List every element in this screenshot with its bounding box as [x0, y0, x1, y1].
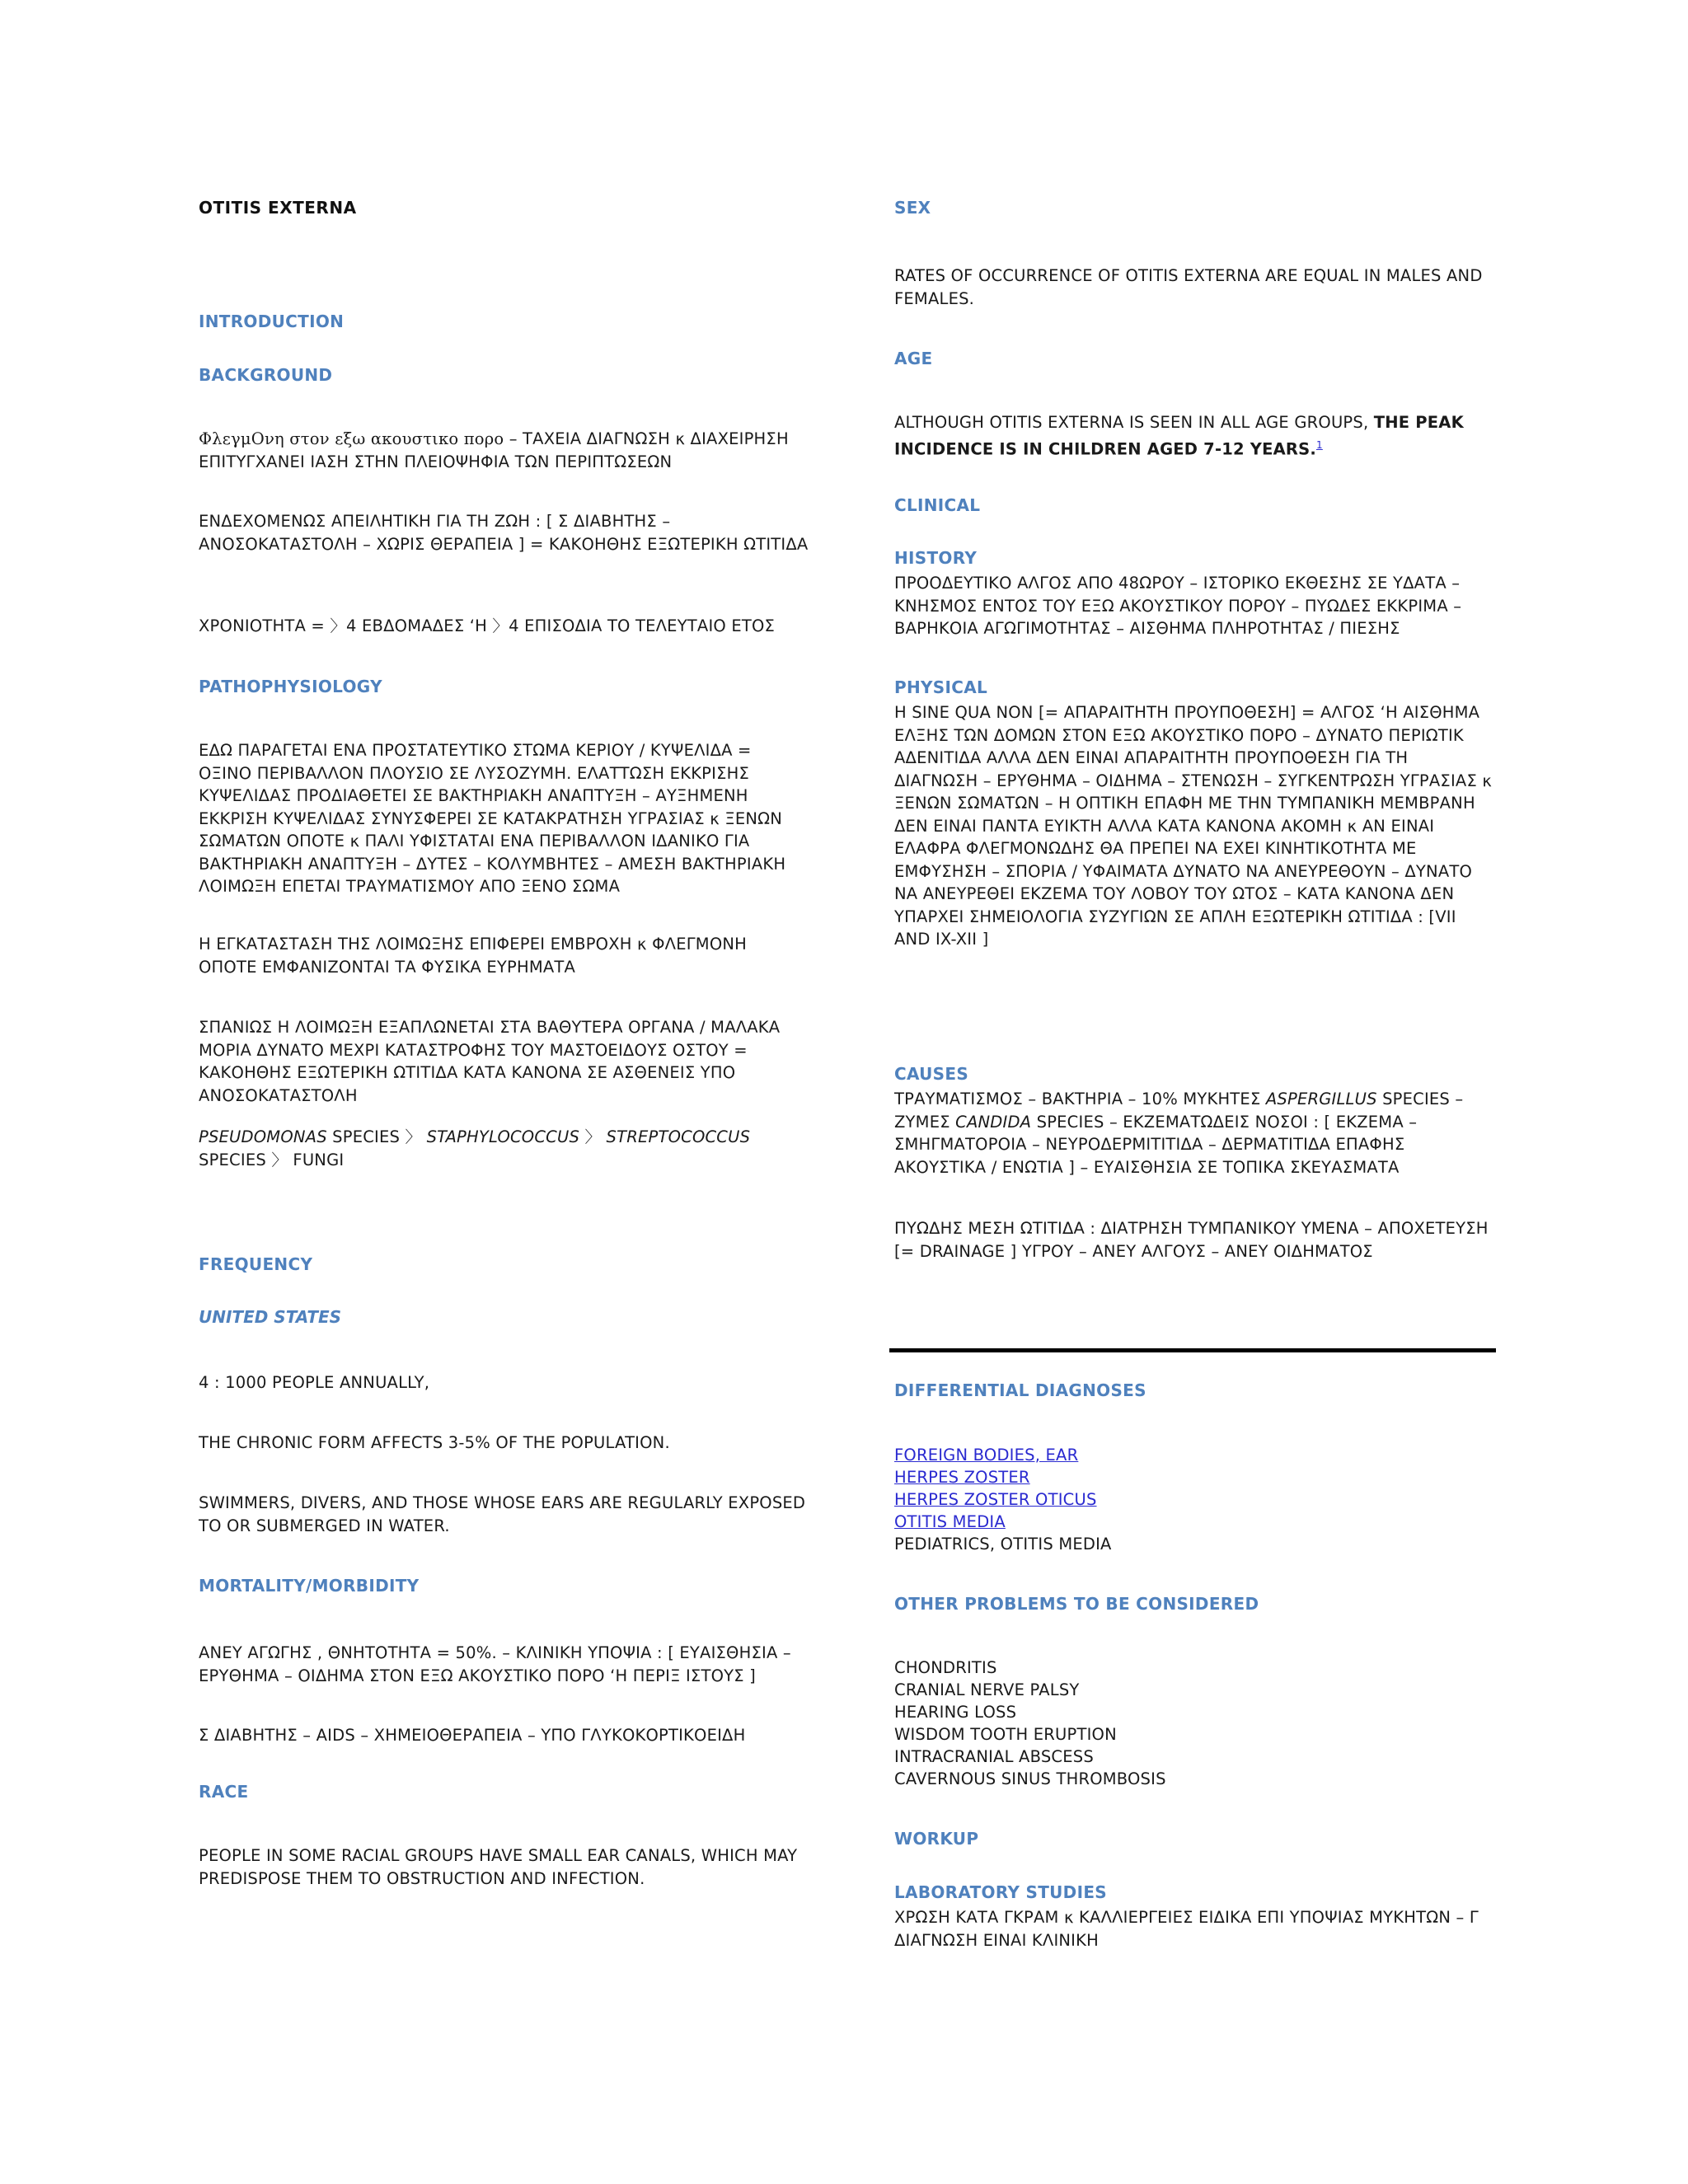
mortality-paragraph-2: Σ ΔΙΑΒΗΤΗΣ – AIDS – ΧΗΜΕΙΟΘΕΡΑΠΕΙΑ – ΥΠΟ ΓΛΥΚΟΚΟΡΤΙΚΟΕΙΔΗ — [199, 1726, 746, 1745]
background-serif-run: ΦλεγμΟνη στον εξω ακουστικο πορο — [199, 429, 504, 448]
organism-candida: CANDIDA — [955, 1112, 1032, 1132]
heading-workup: WORKUP — [894, 1829, 979, 1849]
causes-paragraph-1 — [894, 1088, 1496, 1179]
causes-run-1: ΤΡΑΥΜΑΤΙΣΜΟΣ – ΒΑΚΤΗΡΙΑ – 10% ΜΥΚΗΤΕΣ — [894, 1090, 1266, 1108]
heading-sex: SEX — [894, 198, 931, 218]
organism-sep-1: SPECIES 〉 — [326, 1127, 427, 1146]
heading-history: HISTORY — [894, 548, 978, 568]
heading-differential-diagnoses: DIFFERENTIAL DIAGNOSES — [894, 1380, 1146, 1400]
heading-laboratory-studies: LABORATORY STUDIES — [894, 1882, 1107, 1902]
frequency-paragraph-3: SWIMMERS, DIVERS, AND THOSE WHOSE EARS ARE REGULARLY EXPOSED TO OR SUBMERGED IN WATER. — [199, 1493, 806, 1535]
heading-background: BACKGROUND — [199, 365, 333, 385]
pathophysiology-paragraph-2: Η ΕΓΚΑΤΑΣΤΑΣΗ ΤΗΣ ΛΟΙΜΩΞΗΣ ΕΠΙΦΕΡΕΙ ΕΜΒΡΟΧΗ κ ΦΛΕΓΜΟΝΗ ΟΠΟΤΕ ΕΜΦΑΝΙΖΟΝΤΑΙ ΤΑ ΦΥΣΙΚΑ ΕΥΡΗΜΑΤΑ — [199, 935, 748, 977]
physical-paragraph-1: Η SINE QUA NON [= ΑΠΑΡΑΙΤΗΤΗ ΠΡΟΥΠΟΘΕΣΗ] = ΑΛΓΟΣ ‘Η ΑΙΣΘΗΜΑ ΕΛΞΗΣ ΤΩΝ ΔΟΜΩΝ ΣΤΟΝ ΕΞΩ ΑΚΟΥΣΤΙΚΟ ΠΟΡΟ – ΔΥΝΑΤΟ ΠΕΡΙΩΤΙΚ ΑΔΕΝΙΤΙΔΑ ΑΛΛΑ ΔΕΝ ΕΙΝΑΙ ΑΠΑΡΑΙΤΗΤΗ ΠΡΟΥΠΟΘΕΣΗ ΓΙΑ ΤΗ ΔΙΑΓΝΩΣΗ – ΕΡΥΘΗΜΑ – ΟΙΔΗΜΑ – ΣΤΕΝΩΣΗ – ΣΥΓΚΕΝΤΡΩΣΗ ΥΓΡΑΣΙΑΣ κ ΞΕΝΩΝ ΣΩΜΑΤΩΝ – Η ΟΠΤΙΚΗ ΕΠΑΦΗ ΜΕ ΤΗΝ ΤΥΜΠΑΝΙΚΗ ΜΕΜΒΡΑΝΗ ΔΕΝ ΕΙΝΑΙ ΠΑΝΤΑ ΕΥΙΚΤΗ ΑΛΛΑ ΚΑΤΑ ΚΑΝΟΝΑ ΑΚΟΜΗ κ ΑΝ ΕΙΝΑΙ ΕΛΑΦΡΑ ΦΛΕΓΜΟΝΩΔΗΣ ΘΑ ΠΡΕΠΕΙ ΝΑ ΕΧΕΙ ΚΙΝΗΤΙΚΟΤΗΤΑ ΜΕ ΕΜΦΥΣΗΣΗ – ΣΠΟΡΙΑ / ΥΦΑΙΜΑΤΑ ΔΥΝΑΤΟ ΝΑ ΑΝΕΥΡΕΘΟΥΝ – ΔΥΝΑΤΟ ΝΑ ΑΝΕΥΡΕΘΕΙ ΕΚΖΕΜΑ ΤΟΥ ΛΟΒΟΥ ΤΟΥ ΩΤΟΣ – ΚΑΤΑ ΚΑΝΟΝΑ ΔΕΝ ΥΠΑΡΧΕΙ ΣΗΜΕΙΟΛΟΓΙΑ ΣΥΖΥΓΙΩΝ ΣΕ ΑΠΛΗ ΕΞΩΤΕΡΙΚΗ ΩΤΙΤΙΔΑ : [VII AND IX-XII ] — [894, 703, 1493, 949]
mortality-paragraph-1: ΑΝΕΥ ΑΓΩΓΗΣ , ΘΝΗΤΟΤΗΤΑ = 50%. – ΚΛΙΝΙΚΗ ΥΠΟΨΙΑ : [ ΕΥΑΙΣΘΗΣΙΑ – ΕΡΥΘΗΜΑ – ΟΙΔΗΜΑ ΣΤΟΝ ΕΞΩ ΑΚΟΥΣΤΙΚΟ ΠΟΡΟ ‘Η ΠΕΡΙΞ ΙΣΤΟΥΣ ] — [199, 1643, 791, 1685]
organism-sep-2: 〉 — [579, 1127, 607, 1146]
sex-paragraph-1: RATES OF OCCURRENCE OF OTITIS EXTERNA ARE EQUAL IN MALES AND FEMALES. — [894, 266, 1483, 308]
list-item: INTRACRANIAL ABSCESS — [894, 1747, 1094, 1766]
causes-run-2: SPECIES – ΖΥΜΕΣ — [894, 1090, 1464, 1132]
age-paragraph-1 — [894, 411, 1496, 461]
list-item: HEARING LOSS — [894, 1703, 1017, 1722]
background-text-run: – ΤΑΧΕΙΑ ΔΙΑΓΝΩΣΗ κ ΔΙΑΧΕΙΡΗΣΗ ΕΠΙΤΥΓΧΑΝΕΙ ΙΑΣΗ ΣΤΗΝ ΠΛΕΙΟΨΗΦΙΑ ΤΩΝ ΠΕΡΙΠΤΩΣΕΩΝ — [199, 429, 789, 471]
organism-pseudomonas: PSEUDOMONAS — [199, 1127, 327, 1146]
laboratory-paragraph-1: ΧΡΩΣΗ ΚΑΤΑ ΓΚΡΑΜ κ ΚΑΛΛΙΕΡΓΕΙΕΣ ΕΙΔΙΚΑ ΕΠΙ ΥΠΟΨΙΑΣ ΜΥΚΗΤΩΝ – Γ ΔΙΑΓΝΩΣΗ ΕΙΝΑΙ ΚΛΙΝΙΚΗ — [894, 1908, 1479, 1950]
document-title: OTITIS EXTERNA — [199, 198, 357, 218]
frequency-paragraph-2: THE CHRONIC FORM AFFECTS 3-5% OF THE POPULATION. — [199, 1433, 670, 1452]
heading-united-states: UNITED STATES — [199, 1307, 342, 1327]
differential-item-pediatrics: PEDIATRICS, OTITIS MEDIA — [894, 1535, 1112, 1554]
frequency-paragraph-1: 4 : 1000 PEOPLE ANNUALLY, — [199, 1373, 430, 1392]
causes-paragraph-2: ΠΥΩΔΗΣ ΜΕΣΗ ΩΤΙΤΙΔΑ : ΔΙΑΤΡΗΣΗ ΤΥΜΠΑΝΙΚΟΥ ΥΜΕΝΑ – ΑΠΟΧΕΤΕΥΣΗ [= DRAINAGE ] ΥΓΡΟΥ – ΑΝΕΥ ΑΛΓΟΥΣ – ΑΝΕΥ ΟΙΔΗΜΑΤΟΣ — [894, 1219, 1489, 1261]
heading-age: AGE — [894, 349, 933, 368]
heading-other-problems: OTHER PROBLEMS TO BE CONSIDERED — [894, 1594, 1259, 1614]
age-peak-incidence: THE PEAK INCIDENCE IS IN CHILDREN AGED 7-12 YEARS. — [894, 413, 1464, 458]
list-item: CAVERNOUS SINUS THROMBOSIS — [894, 1769, 1166, 1788]
list-item: WISDOM TOOTH ERUPTION — [894, 1725, 1117, 1744]
link-foreign-bodies-ear[interactable]: FOREIGN BODIES, EAR — [894, 1446, 1079, 1465]
link-otitis-media[interactable]: OTITIS MEDIA — [894, 1512, 1006, 1531]
differential-list — [894, 1444, 1496, 1555]
section-divider — [889, 1348, 1496, 1352]
background-paragraph-2: ΕΝΔΕΧΟΜΕΝΩΣ ΑΠΕΙΛΗΤΙΚΗ ΓΙΑ ΤΗ ΖΩΗ : [ Σ ΔΙΑΒΗΤΗΣ – ΑΝΟΣΟΚΑΤΑΣΤΟΛΗ – ΧΩΡΙΣ ΘΕΡΑΠΕΙΑ ] = ΚΑΚΟΗΘΗΣ ΕΞΩΤΕΡΙΚΗ ΩΤΙΤΙΔΑ — [199, 512, 809, 554]
history-paragraph-1: ΠΡΟΟΔΕΥΤΙΚΟ ΑΛΓΟΣ ΑΠΟ 48ΩΡΟΥ – ΙΣΤΟΡΙΚΟ ΕΚΘΕΣΗΣ ΣΕ ΥΔΑΤΑ – ΚΝΗΣΜΟΣ ΕΝΤΟΣ ΤΟΥ ΕΞΩ ΑΚΟΥΣΤΙΚΟΥ ΠΟΡΟΥ – ΠΥΩΔΕΣ ΕΚΚΡΙΜΑ – ΒΑΡΗΚΟΙΑ ΑΓΩΓΙΜΟΤΗΤΑΣ – ΑΙΣΘΗΜΑ ΠΛΗΡΟΤΗΤΑΣ / ΠΙΕΣΗΣ — [894, 574, 1462, 638]
organism-sep-3: SPECIES 〉 FUNGI — [199, 1150, 345, 1169]
organism-streptococcus: STREPTOCOCCUS — [606, 1127, 751, 1146]
pathophysiology-organisms — [199, 1126, 809, 1171]
heading-frequency: FREQUENCY — [199, 1254, 313, 1274]
heading-causes: CAUSES — [894, 1064, 969, 1084]
age-text-run: ALTHOUGH OTITIS EXTERNA IS SEEN IN ALL AGE GROUPS, — [894, 413, 1374, 432]
list-item: CRANIAL NERVE PALSY — [894, 1680, 1080, 1699]
reference-link-1[interactable]: 1 — [1315, 438, 1323, 451]
list-item: CHONDRITIS — [894, 1658, 997, 1677]
link-herpes-zoster[interactable]: HERPES ZOSTER — [894, 1468, 1030, 1487]
heading-mortality: MORTALITY/MORBIDITY — [199, 1576, 420, 1596]
heading-clinical: CLINICAL — [894, 495, 981, 515]
heading-pathophysiology: PATHOPHYSIOLOGY — [199, 677, 382, 696]
pathophysiology-paragraph-3: ΣΠΑΝΙΩΣ Η ΛΟΙΜΩΞΗ ΕΞΑΠΛΩΝΕΤΑΙ ΣΤΑ ΒΑΘΥΤΕΡΑ ΟΡΓΑΝΑ / ΜΑΛΑΚΑ ΜΟΡΙΑ ΔΥΝΑΤΟ ΜΕΧΡΙ ΚΑΤΑΣΤΡΟΦΗΣ ΤΟΥ ΜΑΣΤΟΕΙΔΟΥΣ ΟΣΤΟΥ = ΚΑΚΟΗΘΗΣ ΕΞΩΤΕΡΙΚΗ ΩΤΙΤΙΔΑ ΚΑΤΑ ΚΑΝΟΝΑ ΣΕ ΑΣΘΕΝΕΙΣ ΥΠΟ ΑΝΟΣΟΚΑΤΑΣΤΟΛΗ — [199, 1018, 781, 1105]
race-paragraph-1: PEOPLE IN SOME RACIAL GROUPS HAVE SMALL EAR CANALS, WHICH MAY PREDISPOSE THEM TO OBSTRUCTION AND INFECTION. — [199, 1846, 798, 1888]
heading-introduction: INTRODUCTION — [199, 312, 345, 331]
other-problems-list — [894, 1657, 1496, 1790]
pathophysiology-paragraph-1: ΕΔΩ ΠΑΡΑΓΕΤΑΙ ΕΝΑ ΠΡΟΣΤΑΤΕΥΤΙΚΟ ΣΤΩΜΑ ΚΕΡΙΟΥ / ΚΥΨΕΛΙΔΑ = ΟΞΙΝΟ ΠΕΡΙΒΑΛΛΟΝ ΠΛΟΥΣΙΟ ΣΕ ΛΥΣΟΖΥΜΗ. ΕΛΑΤΤΩΣΗ ΕΚΚΡΙΣΗΣ ΚΥΨΕΛΙΔΑΣ ΠΡΟΔΙΑΘΕΤΕΙ ΣΕ ΒΑΚΤΗΡΙΑΚΗ ΑΝΑΠΤΥΞΗ – ΑΥΞΗΜΕΝΗ ΕΚΚΡΙΣΗ ΚΥΨΕΛΙΔΑΣ ΣΥΝΥΣΦΕΡΕΙ ΣΕ ΚΑΤΑΚΡΑΤΗΣΗ ΥΓΡΑΣΙΑΣ κ ΞΕΝΩΝ ΣΩΜΑΤΩΝ ΟΠΟΤΕ κ ΠΑΛΙ ΥΦΙΣΤΑΤΑΙ ΕΝΑ ΠΕΡΙΒΑΛΛΟΝ ΙΔΑΝΙΚΟ ΓΙΑ ΒΑΚΤΗΡΙΑΚΗ ΑΝΑΠΤΥΞΗ – ΔΥΤΕΣ – ΚΟΛΥΜΒΗΤΕΣ – ΑΜΕΣΗ ΒΑΚΤΗΡΙΑΚΗ ΛΟΙΜΩΞΗ ΕΠΕΤΑΙ ΤΡΑΥΜΑΤΙΣΜΟΥ ΑΠΟ ΞΕΝΟ ΣΩΜΑ — [199, 741, 786, 896]
organism-aspergillus: ASPERGILLUS — [1265, 1090, 1377, 1108]
link-herpes-zoster-oticus[interactable]: HERPES ZOSTER OTICUS — [894, 1490, 1097, 1509]
causes-run-3: SPECIES – ΕΚΖΕΜΑΤΩΔΕΙΣ ΝΟΣΟΙ : [ ΕΚΖΕΜΑ – ΣΜΗΓΜΑΤΟΡΟΙΑ – ΝΕΥΡΟΔΕΡΜΙΤΙΤΙΔΑ – ΔΕΡΜΑΤΙΤΙΔΑ ΕΠΑΦΗΣ ΑΚΟΥΣΤΙΚΑ / ΕΝΩΤΙΑ ] – ΕΥΑΙΣΘΗΣΙΑ ΣΕ ΤΟΠΙΚΑ ΣΚΕΥΑΣΜΑΤΑ — [894, 1112, 1418, 1177]
heading-race: RACE — [199, 1782, 249, 1802]
background-paragraph-3: ΧΡΟΝΙΟΤΗΤΑ = 〉4 ΕΒΔΟΜΑΔΕΣ ‘Η 〉4 ΕΠΙΣΟΔΙΑ ΤΟ ΤΕΛΕΥΤΑΙΟ ΕΤΟΣ — [199, 616, 776, 635]
background-paragraph-1 — [199, 428, 809, 473]
organism-staphylococcus: STAPHYLOCOCCUS — [426, 1127, 580, 1146]
heading-physical: PHYSICAL — [894, 677, 988, 697]
